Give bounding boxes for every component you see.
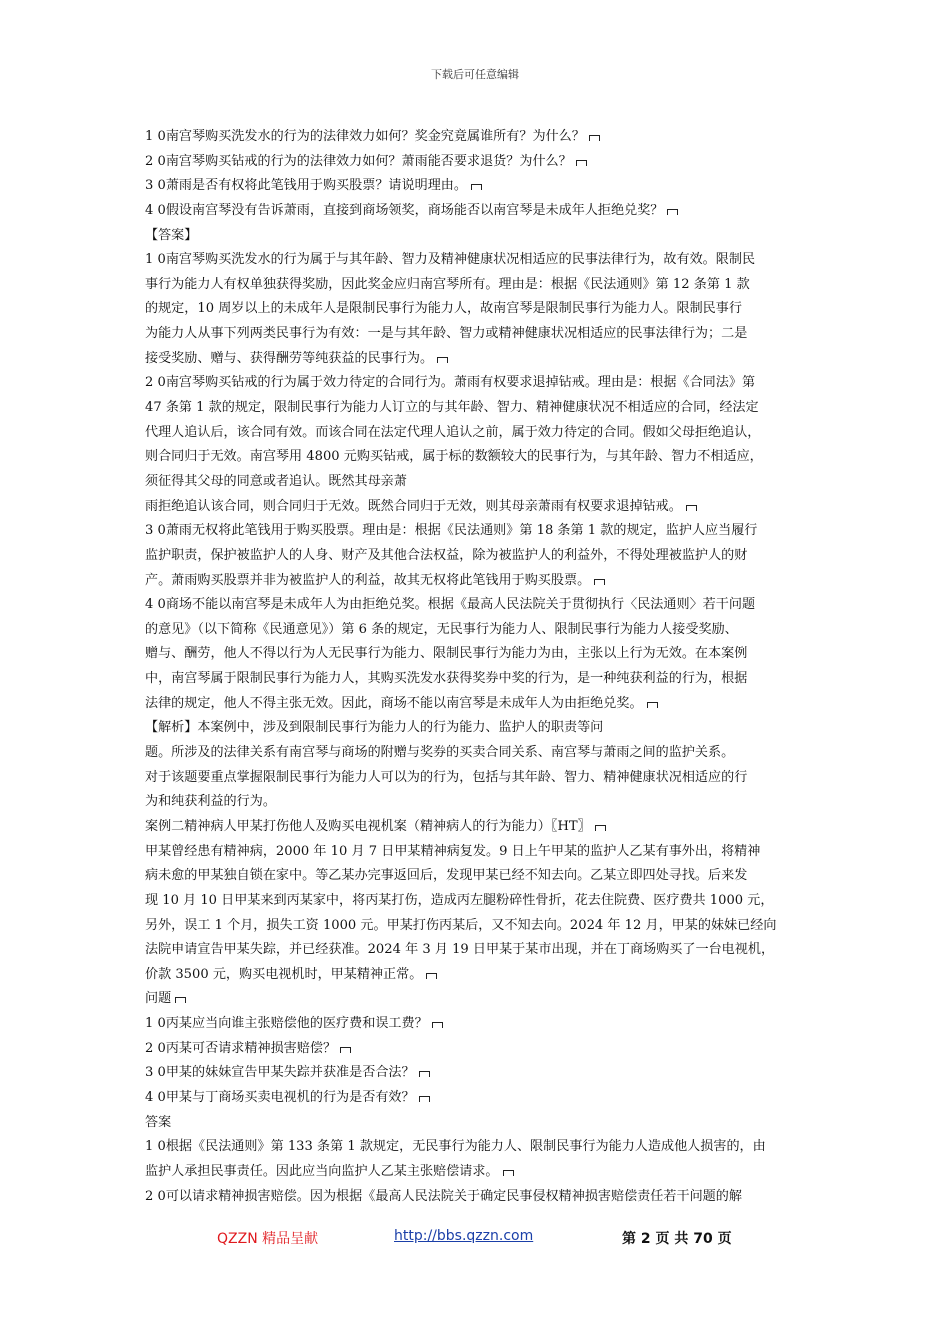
text-line <box>145 1111 813 1136</box>
line-text: 价款 3500 元，购买电视机时，甲某精神正常。 <box>145 966 423 982</box>
text-line <box>145 741 813 766</box>
line-text: 雨拒绝追认该合同，则合同归于无效。既然合同归于无效，则其母亲萧雨有权要求退掉钻戒。 <box>145 498 682 514</box>
paragraph-mark-icon <box>594 579 605 585</box>
paragraph-mark-icon <box>340 1047 351 1053</box>
line-text: 2 0可以请求精神损害赔偿。因为根据《最高人民法院关于确定民事侵权精神损害赔偿责任若干问题的解 <box>145 1188 742 1204</box>
line-text: 案例二精神病人甲某打伤他人及购买电视机案（精神病人的行为能力）〖HT〗 <box>145 818 591 834</box>
text-line <box>145 889 813 914</box>
text-line <box>145 642 813 667</box>
text-line <box>145 125 813 150</box>
text-line <box>145 716 813 741</box>
paragraph-mark-icon <box>419 1096 430 1102</box>
paragraph-mark-icon <box>576 160 587 166</box>
line-text: 【解析】本案例中，涉及到限制民事行为能力人的行为能力、监护人的职责等问 <box>145 720 604 736</box>
line-text: 的意见》（以下简称《民通意见》）第 6 条的规定，无民事行为能力人、限制民事行为能力人接受奖励、 <box>145 621 738 637</box>
text-line <box>145 1061 813 1086</box>
text-line <box>145 544 813 569</box>
line-text: 病未愈的甲某独自锁在家中。等乙某办完事返回后，发现甲某已经不知去向。乙某立即四处寻找。后来发 <box>145 868 748 884</box>
text-line <box>145 938 813 963</box>
text-line <box>145 593 813 618</box>
line-text: 的规定，10 周岁以上的未成年人是限制民事行为能力人，故南宫琴是限制民事行为能力人。限制民事行 <box>145 301 742 317</box>
text-line <box>145 569 813 594</box>
text-line <box>145 1037 813 1062</box>
text-line <box>145 618 813 643</box>
text-line <box>145 470 813 495</box>
footer-page-info: 第 2 页 共 70 页 <box>622 1231 732 1247</box>
text-line <box>145 495 813 520</box>
line-text: 1 0南宫琴购买洗发水的行为的法律效力如何？奖金究竟属谁所有？为什么？ <box>145 129 585 144</box>
text-line <box>145 297 813 322</box>
line-text: 3 0甲某的妹妹宣告甲某失踪并获准是否合法？ <box>145 1065 415 1081</box>
footer-brand: QZZN 精品呈献 <box>217 1231 319 1247</box>
paragraph-mark-icon <box>419 1071 430 1077</box>
text-line <box>145 1086 813 1111</box>
footer-link[interactable]: http://bbs.qzzn.com <box>394 1228 534 1244</box>
line-text: 1 0根据《民法通则》第 133 条第 1 款规定，无民事行为能力人、限制民事行为能力人造成他人损害的，由 <box>145 1139 766 1155</box>
line-text: 为能力人从事下列两类民事行为有效：一是与其年龄、智力或精神健康状况相适应的民事法律行为；二是 <box>145 326 748 342</box>
line-text: 47 条第 1 款的规定，限制民事行为能力人订立的与其年龄、智力、精神健康状况不相适应的合同，经法定 <box>145 400 759 416</box>
line-text: 监护人承担民事责任。因此应当向监护人乙某主张赔偿请求。 <box>145 1163 499 1179</box>
paragraph-mark-icon <box>589 135 600 141</box>
line-text: 监护职责，保护被监护人的人身、财产及其他合法权益，除为被监护人的利益外，不得处理被监护人的财 <box>145 547 748 563</box>
line-text: 代理人追认后，该合同有效。而该合同在法定代理人追认之前，属于效力待定的合同。假如父母拒绝追认， <box>145 424 761 440</box>
line-text: 现 10 月 10 日甲某来到丙某家中，将丙某打伤，造成丙左腿粉碎性骨折，花去住院费、医疗费共 1000 元， <box>145 892 774 908</box>
text-line <box>145 1012 813 1037</box>
text-line <box>145 864 813 889</box>
text-line <box>145 692 813 717</box>
line-text: 3 0萧雨是否有权将此笔钱用于购买股票？请说明理由。 <box>145 178 467 194</box>
text-line <box>145 766 813 791</box>
line-text: 事行为能力人有权单独获得奖励，因此奖金应归南宫琴所有。理由是：根据《民法通则》第 12 条第 1 款 <box>145 276 750 292</box>
paragraph-mark-icon <box>437 357 448 363</box>
text-line <box>145 174 813 199</box>
line-text: 题。所涉及的法律关系有南宫琴与商场的附赠与奖券的买卖合同关系、南宫琴与萧雨之间的监护关系。 <box>145 745 735 761</box>
text-line <box>145 815 813 840</box>
line-text: 1 0南宫琴购买洗发水的行为属于与其年龄、智力及精神健康状况相适应的民事法律行为，故有效。限制民 <box>145 252 756 268</box>
paragraph-mark-icon <box>471 184 482 190</box>
paragraph-mark-icon <box>595 825 606 831</box>
text-line <box>145 322 813 347</box>
line-text: 2 0丙某可否请求精神损害赔偿？ <box>145 1040 337 1056</box>
line-text: 须征得其父母的同意或者追认。既然其母亲萧 <box>145 473 407 489</box>
line-text: 赠与、酬劳，他人不得以行为人无民事行为能力、限制民事行为能力为由，主张以上行为无效。在本案例 <box>145 646 748 662</box>
paragraph-mark-icon <box>686 505 697 511</box>
line-text: 4 0商场不能以南宫琴是未成年人为由拒绝兑奖。根据《最高人民法院关于贯彻执行〈民法通则〉若干问题 <box>145 597 756 613</box>
line-text: 2 0南宫琴购买钻戒的行为的法律效力如何？萧雨能否要求退货？为什么？ <box>145 153 572 169</box>
text-line <box>145 445 813 470</box>
line-text: 产。萧雨购买股票并非为被监护人的利益，故其无权将此笔钱用于购买股票。 <box>145 572 591 588</box>
line-text: 法律的规定，他人不得主张无效。因此，商场不能以南宫琴是未成年人为由拒绝兑奖。 <box>145 695 643 711</box>
text-line <box>145 914 813 939</box>
text-line <box>145 667 813 692</box>
line-text: 问题 <box>145 991 172 1007</box>
text-line <box>145 1185 813 1210</box>
text-line <box>145 987 813 1012</box>
line-text: 【答案】 <box>145 227 198 243</box>
text-line <box>145 963 813 988</box>
line-text: 接受奖励、赠与、获得酬劳等纯获益的民事行为。 <box>145 350 434 366</box>
line-text: 2 0南宫琴购买钻戒的行为属于效力待定的合同行为。萧雨有权要求退掉钻戒。理由是：根据《合同法》第 <box>145 375 756 391</box>
line-text: 为和纯获利益的行为。 <box>145 794 276 810</box>
text-line <box>145 248 813 273</box>
paragraph-mark-icon <box>503 1170 514 1176</box>
text-line <box>145 396 813 421</box>
line-text: 甲某曾经患有精神病，2000 年 10 月 7 日甲某精神病复发。9 日上午甲某的监护人乙某有事外出，将精神 <box>145 843 761 859</box>
line-text: 4 0甲某与丁商场买卖电视机的行为是否有效？ <box>145 1089 415 1105</box>
line-text: 3 0萧雨无权将此笔钱用于购买股票。理由是：根据《民法通则》第 18 条第 1 款的规定，监护人应当履行 <box>145 523 758 539</box>
text-line <box>145 347 813 372</box>
page-header: 下载后可任意编辑 <box>431 68 519 81</box>
line-text: 则合同归于无效。南宫琴用 4800 元购买钻戒，属于标的数额较大的民事行为，与其年龄、智力不相适应， <box>145 449 763 465</box>
text-line <box>145 421 813 446</box>
line-text: 法院申请宣告甲某失踪，并已经获准。2024 年 3 月 19 日甲某于某市出现，并在丁商场购买了一台电视机， <box>145 942 775 958</box>
text-line <box>145 224 813 249</box>
text-line <box>145 1160 813 1185</box>
page-footer <box>0 1228 950 1250</box>
text-line <box>145 1135 813 1160</box>
paragraph-mark-icon <box>432 1022 443 1028</box>
line-text: 4 0假设南宫琴没有告诉萧雨，直接到商场领奖，商场能否以南宫琴是未成年人拒绝兑奖？ <box>145 202 664 218</box>
text-line <box>145 840 813 865</box>
line-text: 1 0丙某应当向谁主张赔偿他的医疗费和误工费？ <box>145 1016 428 1032</box>
text-line <box>145 150 813 175</box>
text-line <box>145 790 813 815</box>
text-line <box>145 273 813 298</box>
line-text: 答案 <box>145 1114 172 1130</box>
text-line <box>145 199 813 224</box>
paragraph-mark-icon <box>647 702 658 708</box>
text-line <box>145 371 813 396</box>
paragraph-mark-icon <box>175 997 186 1003</box>
line-text: 另外，误工 1 个月，损失工资 1000 元。甲某打伤丙某后，又不知去向。2024 年 12 月，甲某的妹妹已经向 <box>145 917 777 933</box>
text-line <box>145 519 813 544</box>
line-text: 中，南宫琴属于限制民事行为能力人，其购买洗发水获得奖券中奖的行为，是一种纯获利益的行为，根据 <box>145 671 748 687</box>
document-body <box>145 125 813 1209</box>
paragraph-mark-icon <box>426 973 437 979</box>
paragraph-mark-icon <box>667 209 678 215</box>
line-text: 对于该题要重点掌握限制民事行为能力人可以为的行为，包括与其年龄、智力、精神健康状况相适应的行 <box>145 769 748 785</box>
